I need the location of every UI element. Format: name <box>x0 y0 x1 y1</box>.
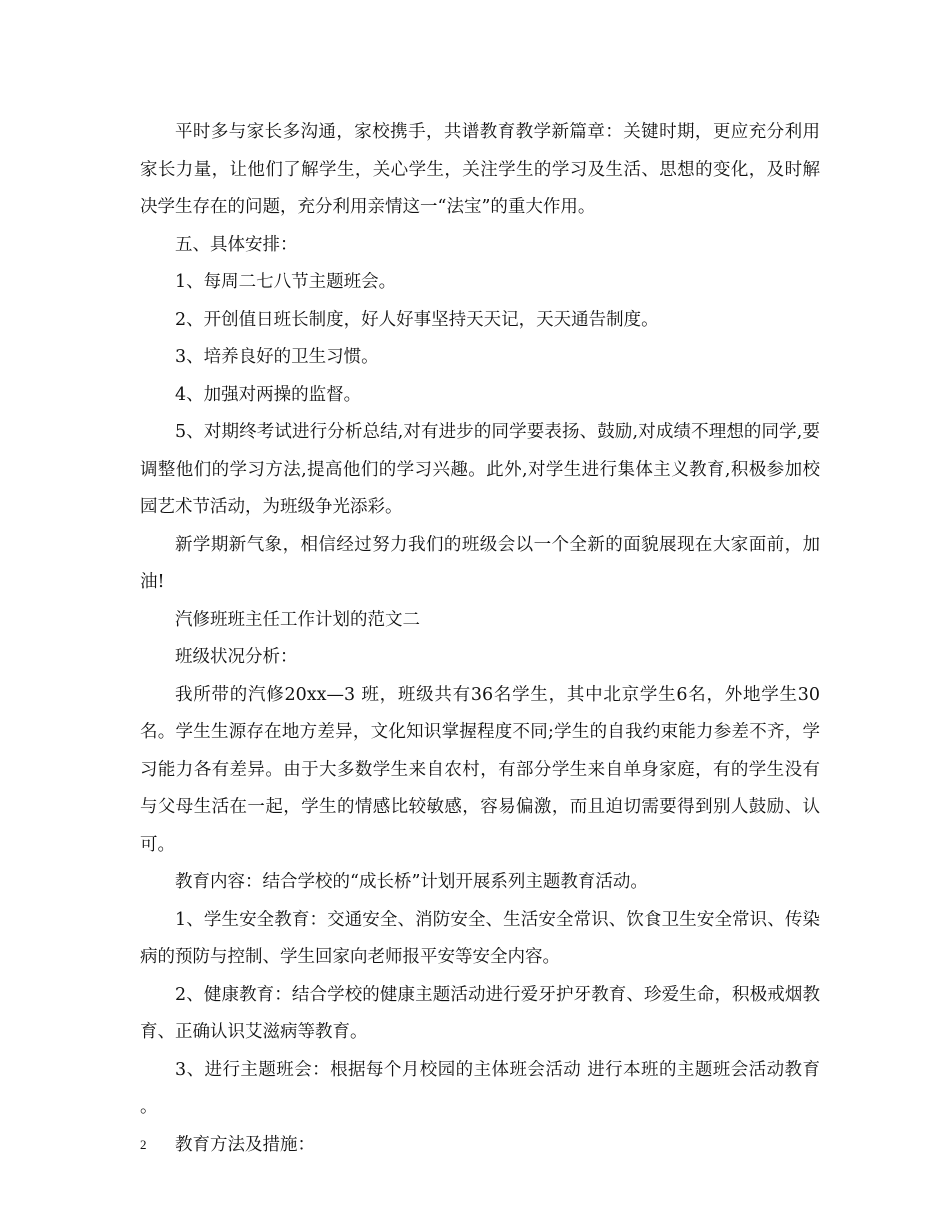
document-subtitle: 汽修班班主任工作计划的范文二 <box>175 609 420 630</box>
paragraph: 教育内容：结合学校的“成长桥”计划开展系列主题教育活动。 <box>175 872 648 892</box>
section-heading: 五、具体安排： <box>175 234 298 255</box>
paragraph: 新学期新气象，相信经过努力我们的班级会以一个全新的面貌展现在大家面前，加油! <box>140 534 820 592</box>
list-item: 2、开创值日班长制度，好人好事坚持天天记，天天通告制度。 <box>175 309 659 330</box>
list-item: 1、学生安全教育：交通安全、消防安全、生活安全常识、饮食卫生安全常识、传染病的预防与控制、学生回家向老师报平安等安全内容。 <box>140 909 820 967</box>
paragraph: 平时多与家长多沟通，家校携手，共谱教育教学新篇章：关键时期，更应充分利用家长力量，让他们了解学生，关心学生，关注学生的学习及生活、思想的变化，及时解决学生存在的问题，充分利用亲情这一“法宝”的重大作用。 <box>140 122 820 217</box>
list-item: 1、每周二七八节主题班会。 <box>175 272 397 292</box>
page-number: 2 <box>140 1137 147 1152</box>
list-item: 2、健康教育：结合学校的健康主题活动进行爱牙护牙教育、珍爱生命，积极戒烟教育、正确认识艾滋病等教育。 <box>140 984 820 1042</box>
document-body <box>140 114 820 1164</box>
list-item: 5、对期终考试进行分析总结,对有进步的同学要表扬、鼓励,对成绩不理想的同学,要调整他们的学习方法,提高他们的学习兴趣。此外,对学生进行集体主义教育,积极参加校园艺术节活动，为班级争光添彩。 <box>140 422 820 517</box>
section-heading: 教育方法及措施： <box>175 1134 315 1155</box>
paragraph: 我所带的汽修20xx—3 班，班级共有36名学生，其中北京学生6名，外地学生30名。学生生源存在地方差异，文化知识掌握程度不同;学生的自我约束能力参差不齐，学习能力各有差异。由于大多数学生来自农村，有部分学生来自单身家庭，有的学生没有与父母生活在一起，学生的情感比较敏感，容易偏激，而且迫切需要得到别人鼓励、认可。 <box>140 684 820 855</box>
list-item: 4、加强对两操的监督。 <box>175 384 362 405</box>
section-heading: 班级状况分析： <box>175 647 298 667</box>
list-item: 3、培养良好的卫生习惯。 <box>175 347 379 367</box>
list-item: 3、进行主题班会：根据每个月校园的主体班会活动 进行本班的主题班会活动教育 。 <box>140 1059 820 1117</box>
